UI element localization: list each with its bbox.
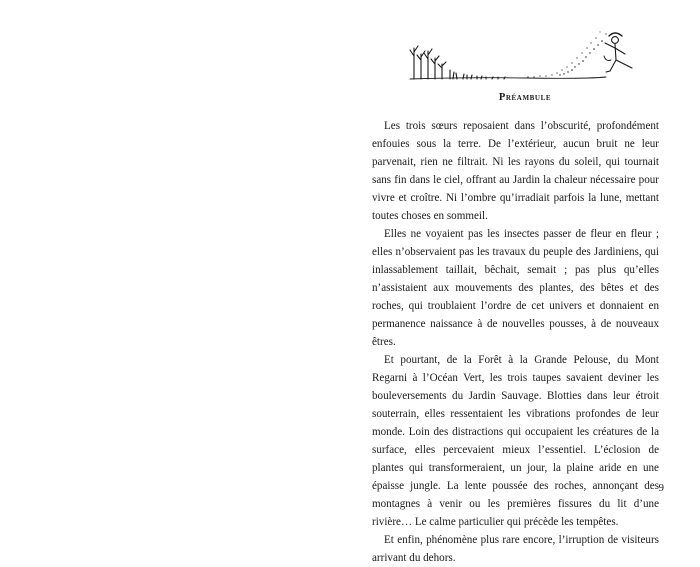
chapter-title: Préambule	[498, 92, 552, 103]
paragraph-1: Les trois sœurs reposaient dans l’obscurité, profondément enfouies sous la terre. De l’extérieur, aucun bruit ne leur parvenait, rien ne filtrait. Ni les rayons du soleil, qui tournait sans fin dans le ciel, offrant au Jardin la chaleur nécessaire pour vivre et croître. Ni l’ombre qu’irradiait parfois la lune, mettant toutes choses en sommeil.	[372, 120, 659, 222]
paragraph-3: Et pourtant, de la Forêt à la Grande Pelouse, du Mont Regarni à l’Océan Vert, les trois taupes savaient deviner les bouleversements du Jardin Sauvage. Blotties dans leur étroit souterrain, elles ressentaient les vibrations profondes de leur monde. Loin des distractions qui occupaient les créatures de la surface, elles percevaient mieux l’essentiel. L’éclosion de plantes qui transformeraient, un jour, la plaine aride en une épaisse jungle. La lente poussée des roches, annonçant des montagnes à venir ou les premières fissures du lit d’une rivière… Le calme particulier qui précède les tempêtes.	[372, 354, 659, 528]
seeds-scatter	[527, 32, 606, 78]
paragraph-2: Elles ne voyaient pas les insectes passer de fleur en fleur ; elles n’observaient pas les travaux du peuple des Jardiniens, qui inlassablement taillait, bêchait, semait ; pas plus qu’elles n’assistaient aux mouvements des plantes, des bêtes et des roches, qui troublaient l’ordre de cet univers et donnaient en permanence naissance à de nouvelles pousses, à de nouveaux êtres.	[372, 228, 659, 348]
page-number: 9	[658, 482, 664, 494]
left-page-blank	[0, 0, 350, 508]
paragraph-4: Et enfin, phénomène plus rare encore, l’irruption de visiteurs arrivant du dehors.	[372, 534, 659, 564]
gardener-sowing-seeds-illustration	[406, 26, 646, 82]
body-text	[372, 117, 659, 567]
